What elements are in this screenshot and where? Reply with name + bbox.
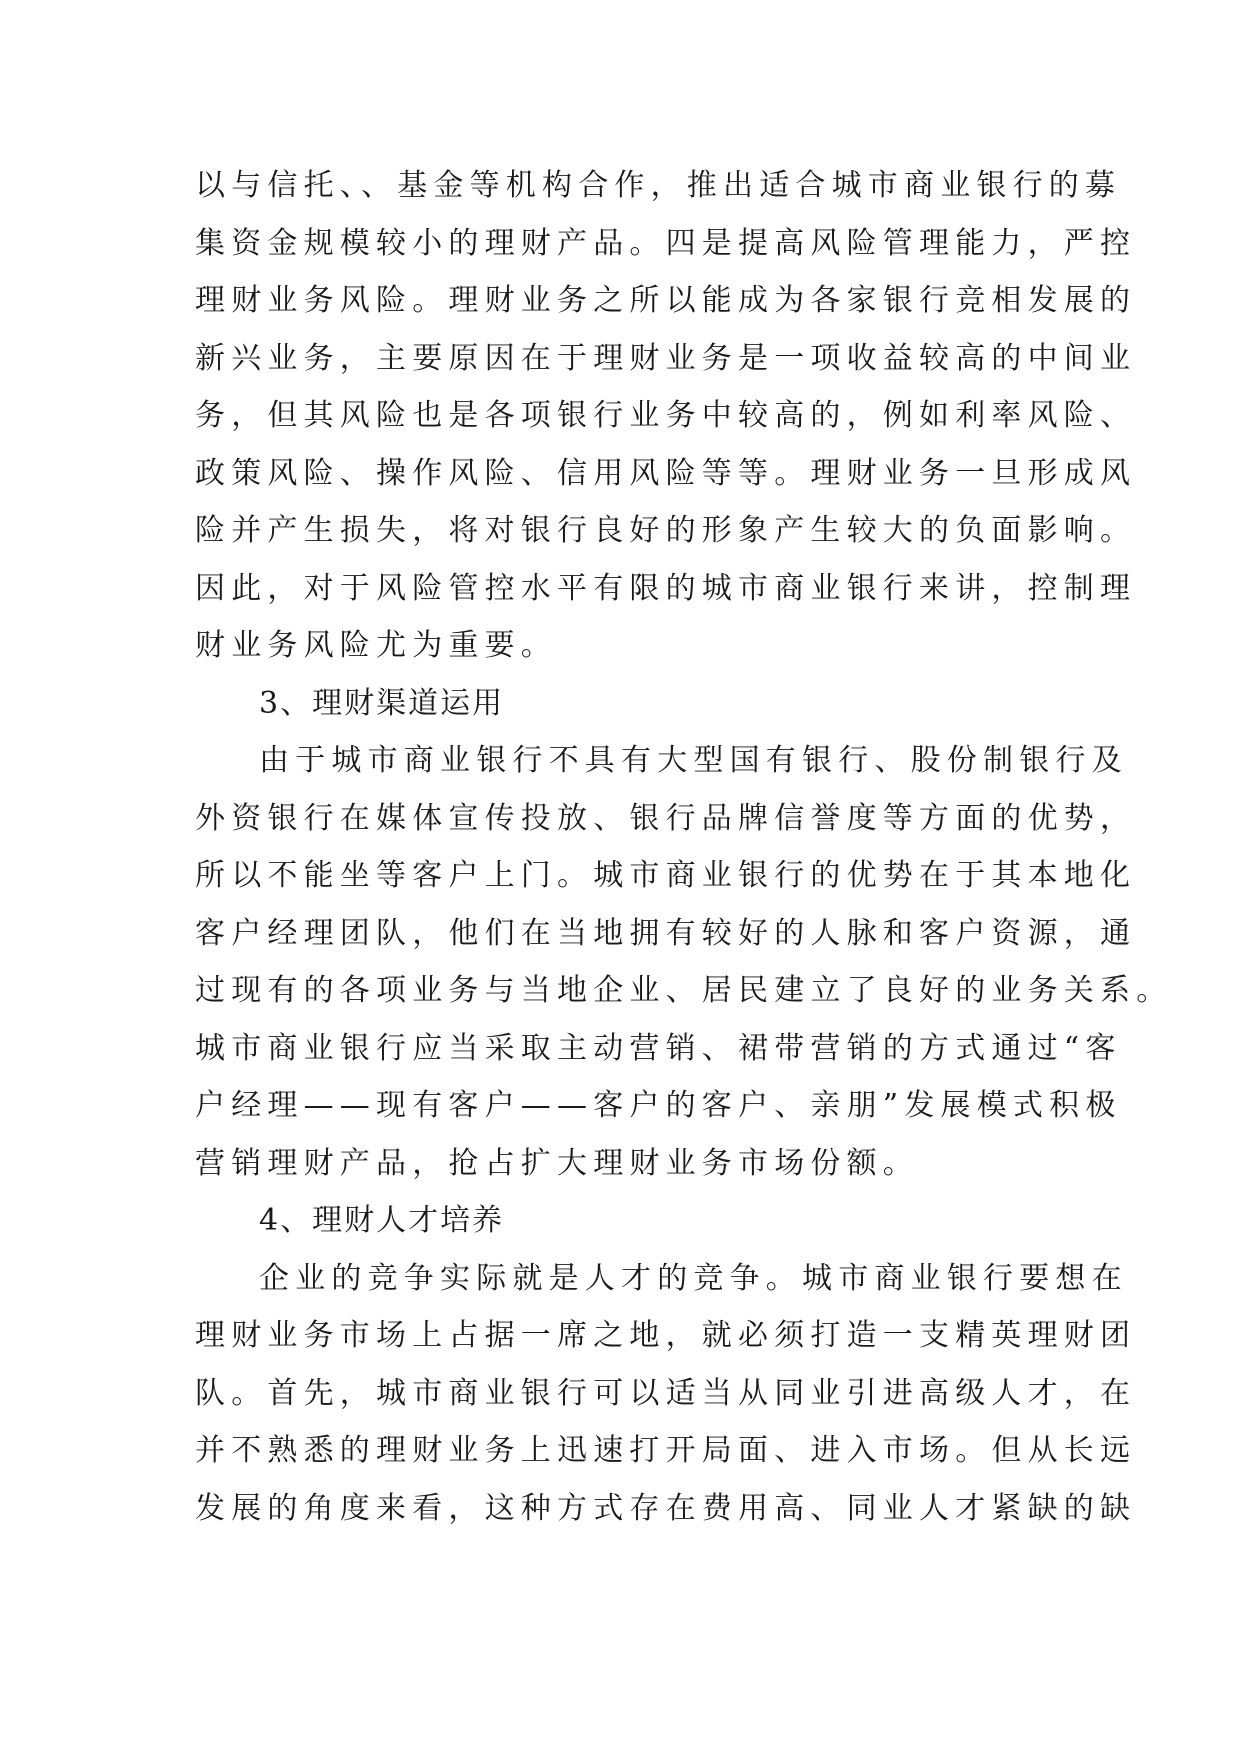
text-line: 新兴业务，主要原因在于理财业务是一项收益较高的中间业 bbox=[195, 340, 1137, 376]
text-line: 城市商业银行应当采取主动营销、裙带营销的方式通过“客 bbox=[195, 1030, 1122, 1066]
text-line: 营销理财产品，抢占扩大理财业务市场份额。 bbox=[195, 1145, 919, 1181]
body-text bbox=[195, 157, 1173, 1537]
text-line: 队。首先，城市商业银行可以适当从同业引进高级人才，在 bbox=[195, 1375, 1137, 1411]
section-heading: 4、理财人才培养 bbox=[259, 1203, 505, 1238]
text-line: 过现有的各项业务与当地企业、居民建立了良好的业务关系。 bbox=[195, 973, 1173, 1008]
section-heading: 3、理财渠道运用 bbox=[259, 685, 505, 721]
text-line: 所以不能坐等客户上门。城市商业银行的优势在于其本地化 bbox=[195, 858, 1137, 893]
text-line: 因此，对于风险管控水平有限的城市商业银行来讲，控制理 bbox=[195, 570, 1137, 606]
text-line: 财业务风险尤为重要。 bbox=[195, 628, 557, 663]
text-line: 户经理——现有客户——客户的客户、亲朋”发展模式积极 bbox=[195, 1088, 1122, 1123]
text-line: 客户经理团队，他们在当地拥有较好的人脉和客户资源，通 bbox=[195, 915, 1137, 951]
text-line: 由于城市商业银行不具有大型国有银行、股份制银行及 bbox=[259, 743, 1128, 778]
text-line: 并不熟悉的理财业务上迅速打开局面、进入市场。但从长远 bbox=[195, 1433, 1137, 1468]
text-line: 务，但其风险也是各项银行业务中较高的，例如利率风险、 bbox=[195, 398, 1137, 433]
text-line: 政策风险、操作风险、信用风险等等。理财业务一旦形成风 bbox=[195, 455, 1137, 491]
text-line: 企业的竞争实际就是人才的竞争。城市商业银行要想在 bbox=[259, 1260, 1128, 1296]
text-line: 险并产生损失，将对银行良好的形象产生较大的负面影响。 bbox=[195, 513, 1137, 548]
text-line: 集资金规模较小的理财产品。四是提高风险管理能力，严控 bbox=[195, 225, 1137, 261]
text-line: 外资银行在媒体宣传投放、银行品牌信誉度等方面的优势， bbox=[195, 800, 1137, 836]
text-line: 理财业务市场上占据一席之地，就必须打造一支精英理财团 bbox=[195, 1318, 1137, 1353]
text-line: 发展的角度来看，这种方式存在费用高、同业人才紧缺的缺 bbox=[195, 1490, 1137, 1526]
text-line: 以与信托、、基金等机构合作，推出适合城市商业银行的募 bbox=[195, 168, 1122, 203]
text-line: 理财业务风险。理财业务之所以能成为各家银行竞相发展的 bbox=[195, 283, 1137, 318]
